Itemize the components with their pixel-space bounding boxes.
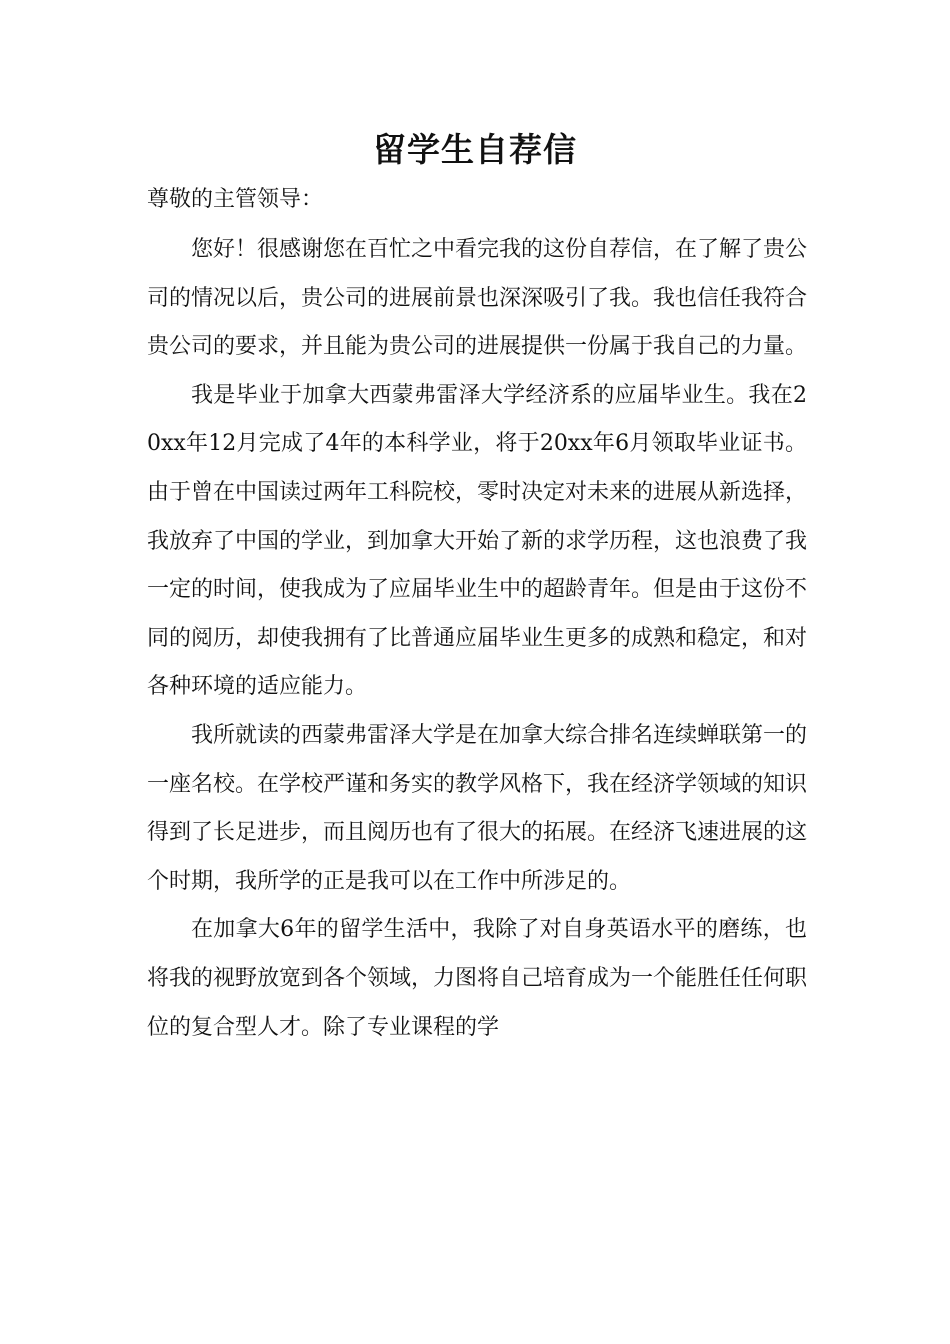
salutation: 尊敬的主管领导： [147, 187, 324, 212]
paragraph: 在加拿大6年的留学生活中，我除了对自身英语水平的磨练，也将我的视野放宽到各个领域，力图将自己培育成为一个能胜任任何职位的复合型人才。除了专业课程的学 [147, 917, 808, 1040]
letter-body [147, 226, 807, 1052]
paragraph: 您好！很感谢您在百忙之中看完我的这份自荐信，在了解了贵公司的情况以后，贵公司的进展前景也深深吸引了我。我也信任我符合贵公司的要求，并且能为贵公司的进展提供一份属于我自己的力量。 [147, 237, 808, 360]
page-title: 留学生自荐信 [373, 130, 577, 169]
paragraph: 我所就读的西蒙弗雷泽大学是在加拿大综合排名连续蝉联第一的一座名校。在学校严谨和务实的教学风格下，我在经济学领域的知识得到了长足进步，而且阅历也有了很大的拓展。在经济飞速进展的这个时期，我所学的正是我可以在工作中所涉足的。 [147, 722, 808, 894]
paragraph: 我是毕业于加拿大西蒙弗雷泽大学经济系的应届毕业生。我在20xx年12月完成了4年的本科学业，将于20xx年6月领取毕业证书。由于曾在中国读过两年工科院校，零时决定对未来的进展从新选择，我放弃了中国的学业，到加拿大开始了新的求学历程，这也浪费了我一定的时间，使我成为了应届毕业生中的超龄青年。但是由于这份不同的阅历，却使我拥有了比普通应届毕业生更多的成熟和稳定，和对各种环境的适应能力。 [147, 382, 808, 700]
